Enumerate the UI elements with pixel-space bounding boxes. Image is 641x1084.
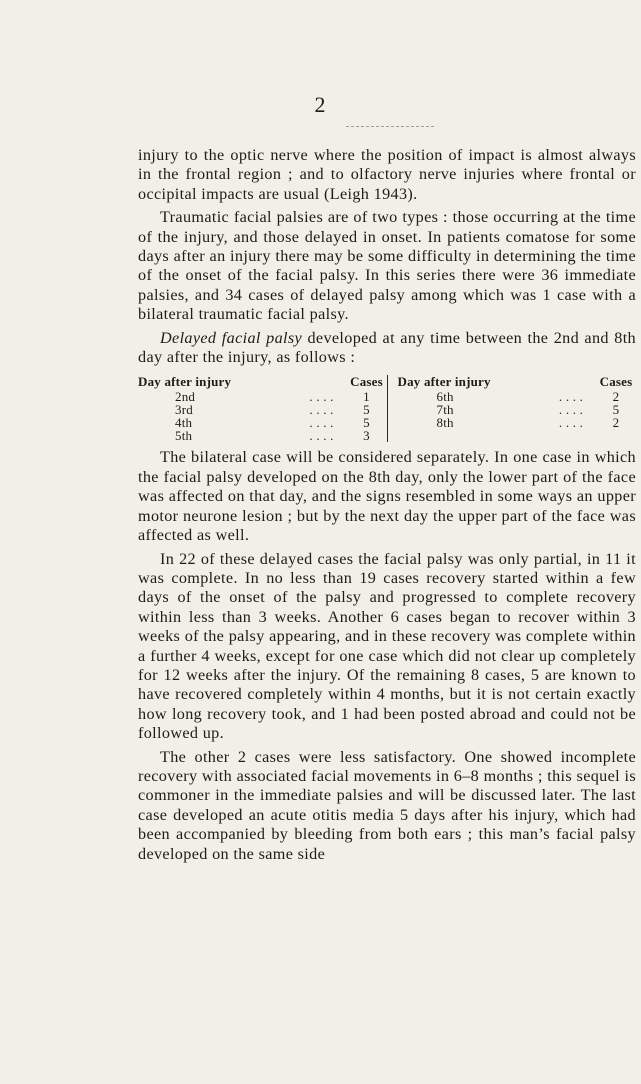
row-cases: 1 <box>363 389 370 405</box>
row-leader: . . . . <box>558 389 584 405</box>
table-row <box>388 403 637 416</box>
row-cases: 5 <box>363 415 370 431</box>
table-row <box>388 390 637 403</box>
row-day: 4th <box>175 415 193 431</box>
row-day: 7th <box>436 402 454 418</box>
paragraph-3-italic: Delayed facial palsy <box>160 328 303 347</box>
row-leader: . . . . <box>558 402 584 418</box>
row-day: 5th <box>175 428 193 444</box>
onset-table-left <box>138 375 388 442</box>
row-leader: . . . . <box>558 415 584 431</box>
paragraph-2: Traumatic facial palsies are of two types : those occurring at the time of the injury, and those delayed in onset. In patients comatose for some days after an injury there may be some difficulty in determining the time of the onset of the facial palsy. In this series there were 36 immediate palsies, and 34 cases of delayed palsy among which was 1 case with a bilateral traumatic facial palsy. <box>138 208 636 324</box>
paragraph-3-rest: developed at any time between the 2nd and 8th day after the injury, as follows : <box>138 328 636 367</box>
paragraph-4: The bilateral case will be considered separately. In one case in which the facial palsy developed on the 8th day, only the lower part of the face was affected on that day, and the signs resembled in some ways an upper motor neurone lesion ; but by the next day the upper part of the face was affected as well. <box>138 448 636 545</box>
row-leader: . . . . <box>309 415 334 431</box>
row-leader: . . . . <box>309 428 334 444</box>
header-day-right: Day after injury <box>397 374 491 390</box>
onset-table-right <box>388 375 637 442</box>
row-day: 6th <box>436 389 454 405</box>
table-row <box>388 416 637 429</box>
row-leader: . . . . <box>309 402 334 418</box>
row-day: 8th <box>436 415 454 431</box>
page-number: 2 <box>314 92 327 117</box>
header-cases-right: Cases <box>599 374 633 390</box>
table-header-right <box>388 375 637 388</box>
paragraph-1: injury to the optic nerve where the position of impact is almost always in the frontal region ; and to olfactory nerve injuries where frontal or occipital impacts are usual (Leigh 1943). <box>138 146 636 203</box>
body-text <box>138 146 636 864</box>
paragraph-3 <box>138 329 636 368</box>
header-cases-left: Cases <box>350 374 383 390</box>
paragraph-5: In 22 of these delayed cases the facial palsy was only partial, in 11 it was complete. In no less than 19 cases recovery started within a few days of the onset of the palsy and progressed to complete recovery within less than 3 weeks. Another 6 cases began to recover within 3 weeks of the palsy appearing, and in these recovery was complete within a further 4 weeks, except for one case which did not clear up completely for 12 weeks after the injury. Of the remaining 8 cases, 5 are known to have recovered completely within 4 months, but it is not certain exactly how long recovery took, and 1 had been posted abroad and could not be followed up. <box>138 549 636 743</box>
row-cases: 5 <box>612 402 620 418</box>
paragraph-6: The other 2 cases were less satisfactory. One showed incomplete recovery with associated facial movements in 6–8 months ; this sequel is commoner in the immediate palsies and will be discussed later. The last case developed an acute otitis media 5 days after his injury, which had been accompanied by bleeding from both ears ; this man’s facial palsy developed on the same side <box>138 747 636 863</box>
row-day: 2nd <box>175 389 196 405</box>
table-header-left <box>138 375 387 388</box>
onset-table <box>138 375 636 442</box>
row-cases: 2 <box>612 415 620 431</box>
header-rule <box>346 126 434 127</box>
row-cases: 3 <box>363 428 370 444</box>
row-cases: 5 <box>363 402 370 418</box>
table-row <box>138 429 387 442</box>
row-day: 3rd <box>175 402 193 418</box>
row-cases: 2 <box>612 389 620 405</box>
row-leader: . . . . <box>309 389 334 405</box>
header-day-left: Day after injury <box>138 374 232 390</box>
